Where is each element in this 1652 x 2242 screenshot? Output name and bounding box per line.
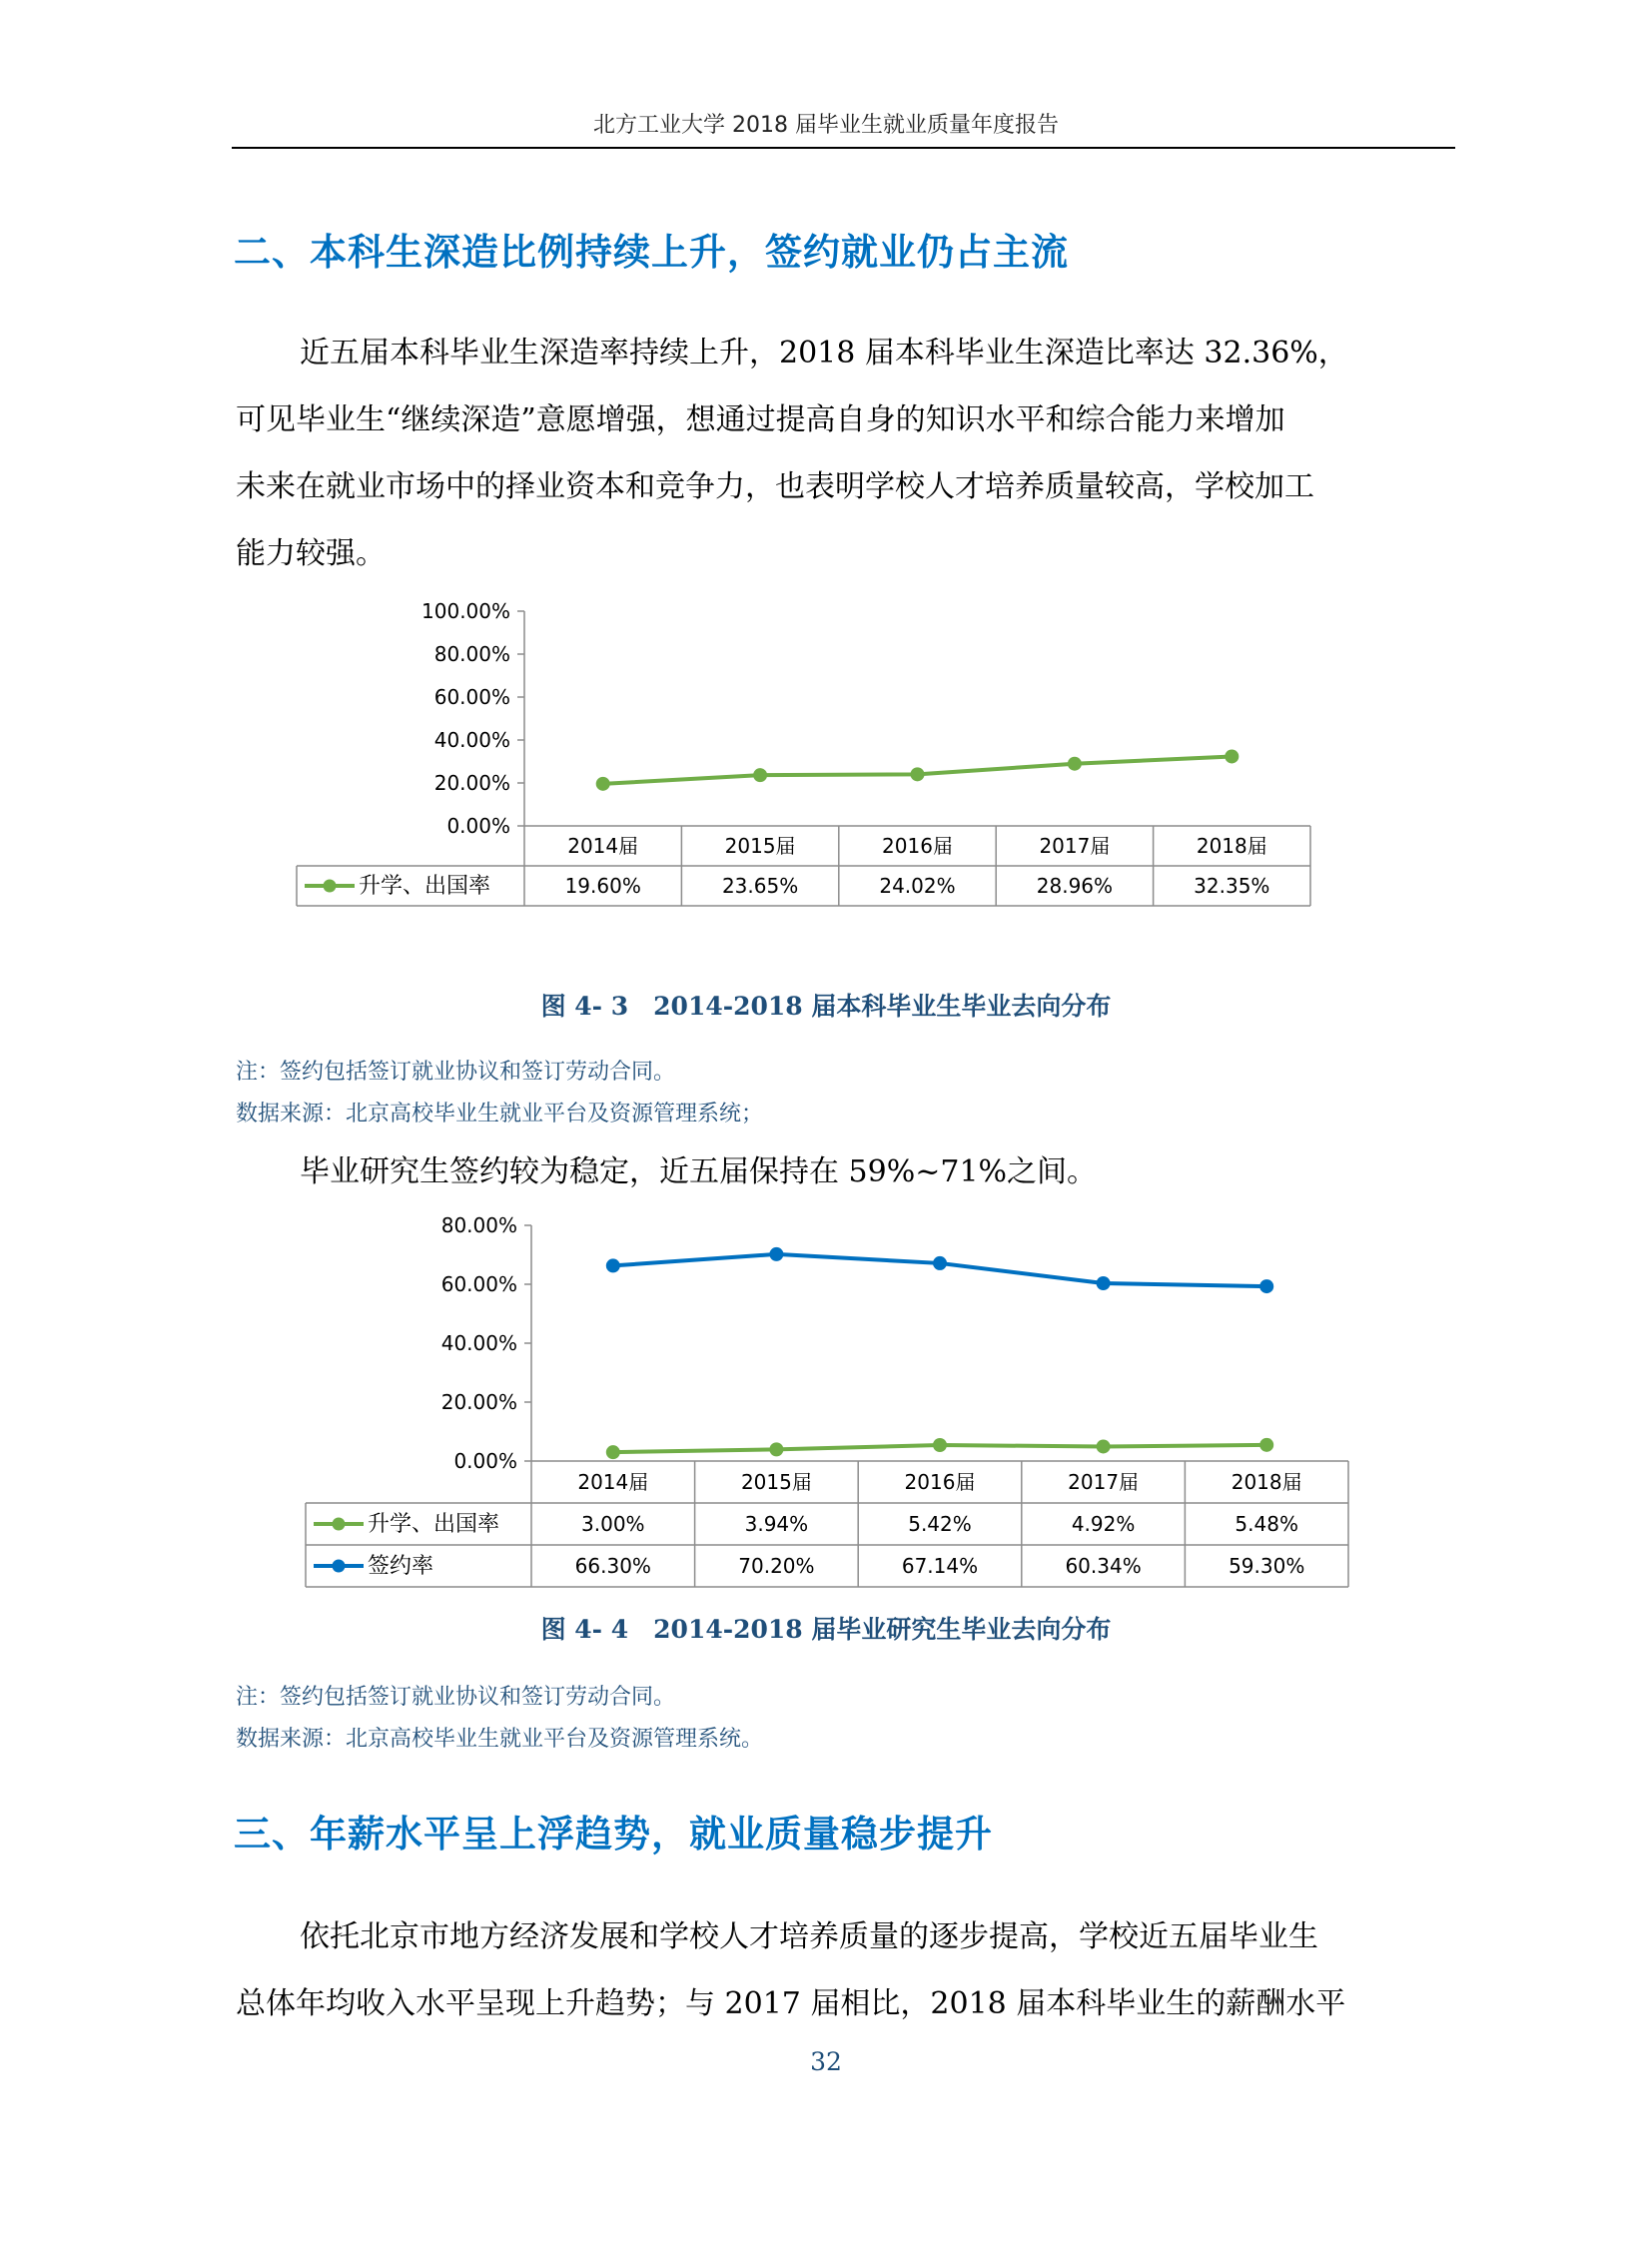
section3-heading: 三、年薪水平呈上浮趋势，就业质量稳步提升 [234,1813,993,1856]
data-point [933,1438,947,1452]
chart-fig4-3 [0,589,1652,919]
y-tick-label: 20.00% [433,771,510,795]
data-label: 24.02% [879,874,956,898]
data-point [1068,757,1082,771]
fig4-4-source: 数据来源：北京高校毕业生就业平台及资源管理系统。 [236,1727,764,1752]
data-point [769,1442,783,1456]
fig4-3-source: 数据来源：北京高校毕业生就业平台及资源管理系统； [236,1102,764,1126]
category-label: 2016届 [882,834,953,858]
data-label: 5.48% [1235,1512,1298,1536]
data-point [606,1258,620,1272]
category-label: 2017届 [1039,834,1111,858]
data-point [911,767,925,781]
y-tick-label: 40.00% [440,1331,517,1355]
y-tick-label: 80.00% [440,1213,517,1237]
category-label: 2014届 [567,834,639,858]
data-point [769,1247,783,1261]
data-label: 59.30% [1229,1554,1305,1578]
y-tick-label: 100.00% [421,599,510,623]
para-line: 未来在就业市场中的择业资本和竞争力，也表明学校人才培养质量较高，学校加工 [236,469,1314,504]
section3-paragraph [236,1903,1424,2037]
legend-label: 升学、出国率 [359,874,491,899]
legend-marker [333,1518,346,1531]
data-label: 60.34% [1065,1554,1142,1578]
data-label: 3.00% [581,1512,645,1536]
data-label: 32.35% [1194,874,1270,898]
middle-paragraph [236,1138,1424,1205]
fig4-4-note: 注：签约包括签订就业协议和签订劳动合同。 [236,1685,676,1710]
data-point [933,1256,947,1270]
data-label: 23.65% [721,874,799,898]
data-label: 66.30% [574,1554,651,1578]
category-label: 2016届 [904,1470,976,1494]
y-tick-label: 60.00% [433,685,510,709]
section2-paragraph [236,320,1424,587]
category-label: 2017届 [1068,1470,1140,1494]
data-point [1097,1276,1111,1290]
y-tick-label: 40.00% [433,728,510,752]
y-tick-label: 80.00% [433,642,510,666]
category-label: 2015届 [724,834,796,858]
legend-marker [333,1560,346,1573]
data-label: 5.42% [908,1512,972,1536]
y-tick-label: 0.00% [453,1449,517,1473]
data-label: 19.60% [564,874,641,898]
para-line: 总体年均收入水平呈现上升趋势；与 2017 届相比，2018 届本科毕业生的薪酬水平 [236,1986,1346,2021]
section2-heading: 二、本科生深造比例持续上升，签约就业仍占主流 [234,231,1069,274]
running-header: 北方工业大学 2018 届毕业生就业质量年度报告 [593,113,1059,138]
chart-fig4-4 [0,1203,1652,1593]
fig4-3-caption: 图 4- 3 2014-2018 届本科毕业生毕业去向分布 [540,992,1112,1021]
para-line: 可见毕业生“继续深造”意愿增强，想通过提高自身的知识水平和综合能力来增加 [236,402,1285,437]
y-tick-label: 60.00% [440,1272,517,1296]
data-point [1259,1279,1273,1293]
para-line: 依托北京市地方经济发展和学校人才培养质量的逐步提高，学校近五届毕业生 [300,1919,1318,1954]
legend-label: 升学、出国率 [368,1512,500,1537]
category-label: 2015届 [740,1470,812,1494]
data-label: 28.96% [1036,874,1114,898]
data-point [1225,749,1239,763]
data-label: 70.20% [738,1554,815,1578]
data-point [606,1445,620,1459]
para-line: 能力较强。 [236,536,386,571]
fig4-4-caption: 图 4- 4 2014-2018 届毕业研究生毕业去向分布 [540,1615,1112,1644]
legend-label: 签约率 [368,1554,434,1579]
category-label: 2018届 [1231,1470,1302,1494]
data-point [753,768,767,782]
data-label: 3.94% [744,1512,809,1536]
y-tick-label: 0.00% [446,814,510,838]
para-line: 毕业研究生签约较为稳定，近五届保持在 59%~71%之间。 [300,1154,1098,1189]
category-label: 2014届 [577,1470,649,1494]
data-point [1097,1439,1111,1453]
para-line: 近五届本科毕业生深造率持续上升，2018 届本科毕业生深造比率达 32.36%， [300,336,1348,371]
data-label: 4.92% [1071,1512,1136,1536]
fig4-3-note: 注：签约包括签订就业协议和签订劳动合同。 [236,1060,676,1085]
data-point [596,777,610,791]
data-point [1259,1438,1273,1452]
y-tick-label: 20.00% [440,1390,517,1414]
data-label: 67.14% [901,1554,979,1578]
category-label: 2018届 [1196,834,1267,858]
page-number: 32 [810,2047,842,2076]
legend-marker [324,880,337,893]
header-rule [232,147,1455,149]
